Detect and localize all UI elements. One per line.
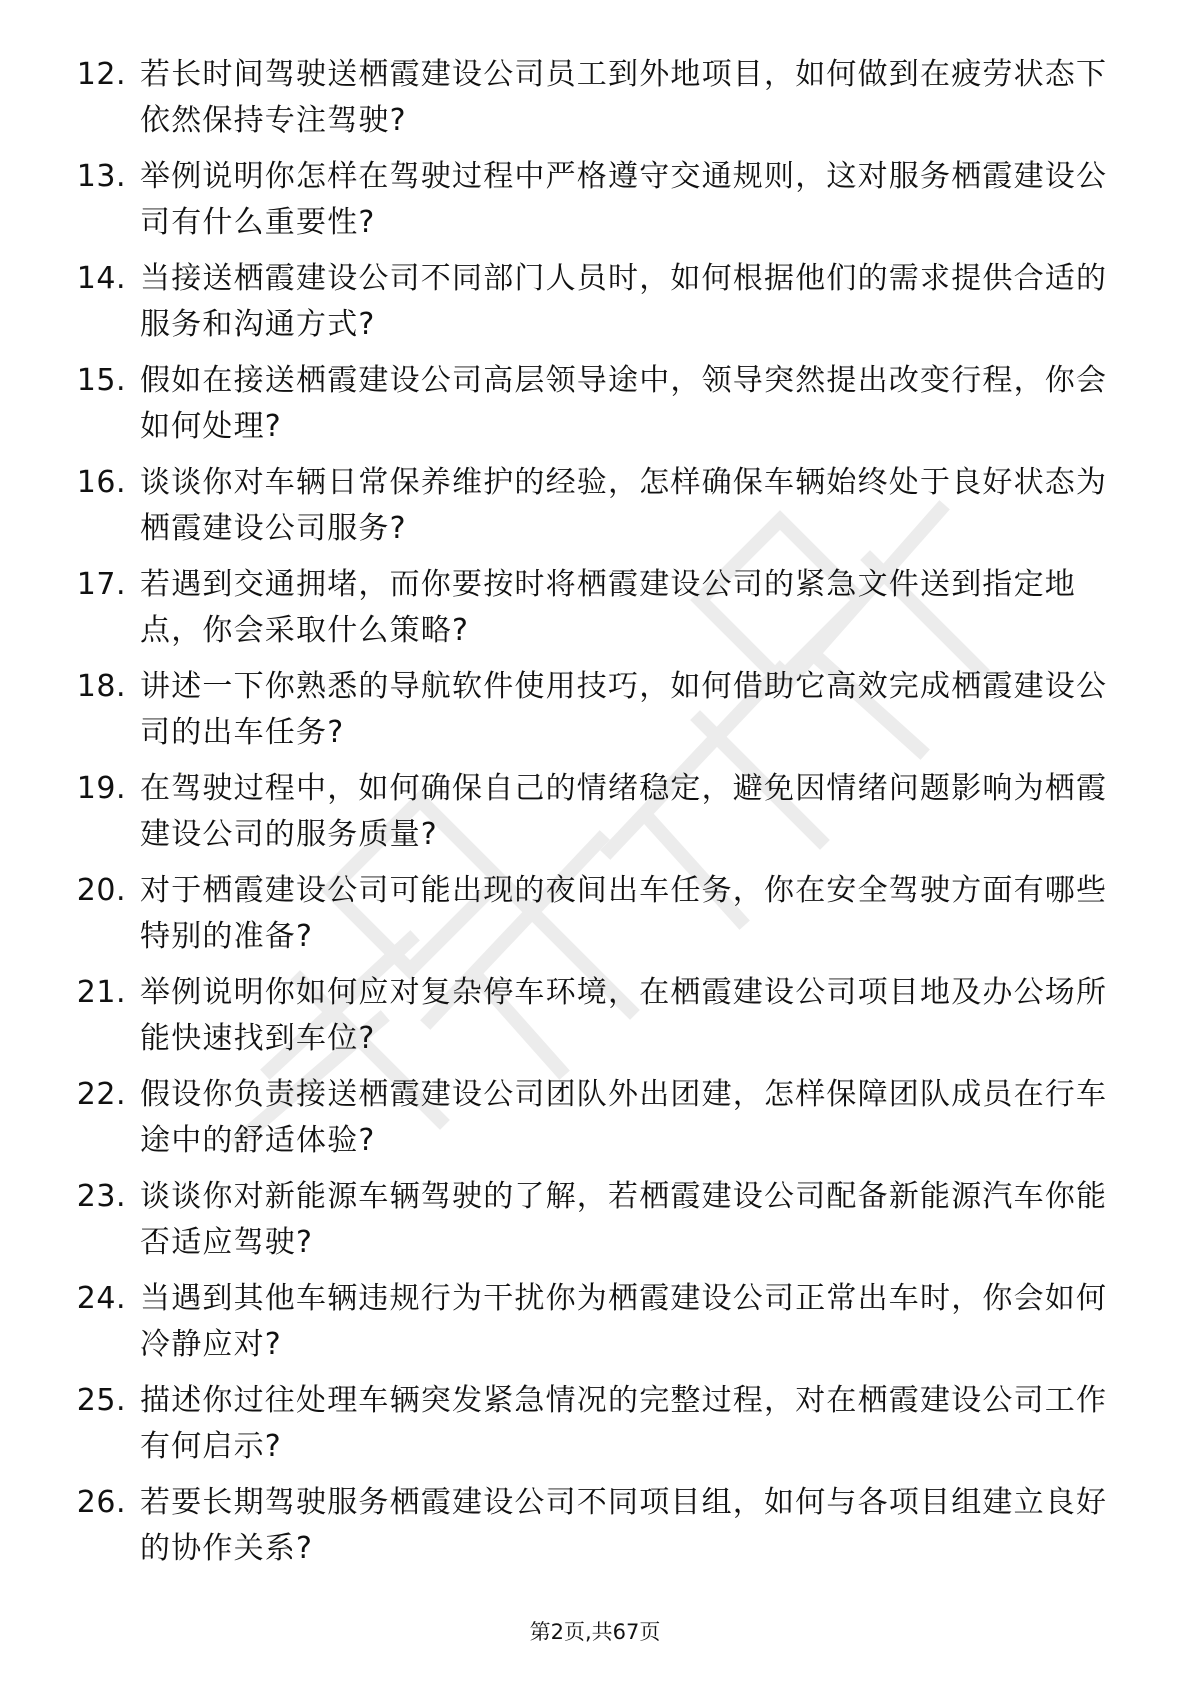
question-item: [60, 256, 1120, 358]
question-text: 若长时间驾驶送栖霞建设公司员工到外地项目，如何做到在疲劳状态下依然保持专注驾驶?: [140, 57, 1108, 138]
question-text: 对于栖霞建设公司可能出现的夜间出车任务，你在安全驾驶方面有哪些特别的准备?: [140, 873, 1108, 954]
question-item: [60, 460, 1120, 562]
question-text: 假如在接送栖霞建设公司高层领导途中，领导突然提出改变行程，你会如何处理?: [140, 363, 1108, 444]
question-item: [60, 1072, 1120, 1174]
question-number: 24.: [76, 1281, 126, 1316]
question-text: 若要长期驾驶服务栖霞建设公司不同项目组，如何与各项目组建立良好的协作关系?: [140, 1485, 1108, 1566]
question-text: 假设你负责接送栖霞建设公司团队外出团建，怎样保障团队成员在行车途中的舒适体验?: [140, 1077, 1108, 1158]
question-text: 举例说明你怎样在驾驶过程中严格遵守交通规则，这对服务栖霞建设公司有什么重要性?: [140, 159, 1108, 240]
question-number: 20.: [76, 873, 126, 908]
question-item: [60, 1378, 1120, 1480]
question-text: 当遇到其他车辆违规行为干扰你为栖霞建设公司正常出车时，你会如何冷静应对?: [140, 1281, 1108, 1362]
question-item: [60, 154, 1120, 256]
question-item: [60, 52, 1120, 154]
question-number: 15.: [76, 363, 126, 398]
question-number: 16.: [76, 465, 126, 500]
question-item: [60, 1276, 1120, 1378]
question-number: 26.: [76, 1485, 126, 1520]
question-text: 在驾驶过程中，如何确保自己的情绪稳定，避免因情绪问题影响为栖霞建设公司的服务质量?: [140, 771, 1108, 852]
question-text: 讲述一下你熟悉的导航软件使用技巧，如何借助它高效完成栖霞建设公司的出车任务?: [140, 669, 1108, 750]
page-number-label: 第2页,共67页: [529, 1620, 661, 1644]
question-text: 若遇到交通拥堵，而你要按时将栖霞建设公司的紧急文件送到指定地点，你会采取什么策略?: [140, 567, 1076, 648]
question-number: 13.: [76, 159, 126, 194]
question-item: [60, 868, 1120, 970]
question-item: [60, 1480, 1120, 1582]
question-item: [60, 766, 1120, 868]
question-item: [60, 664, 1120, 766]
question-text: 举例说明你如何应对复杂停车环境，在栖霞建设公司项目地及办公场所能快速找到车位?: [140, 975, 1108, 1056]
question-item: [60, 358, 1120, 460]
question-text: 谈谈你对新能源车辆驾驶的了解，若栖霞建设公司配备新能源汽车你能否适应驾驶?: [140, 1179, 1108, 1260]
question-number: 23.: [76, 1179, 126, 1214]
question-number: 17.: [76, 567, 126, 602]
question-number: 19.: [76, 771, 126, 806]
question-item: [60, 1174, 1120, 1276]
question-item: [60, 562, 1120, 664]
question-number: 25.: [76, 1383, 126, 1418]
question-number: 18.: [76, 669, 126, 704]
question-number: 14.: [76, 261, 126, 296]
question-number: 12.: [76, 57, 126, 92]
question-list: [60, 52, 1120, 1582]
question-item: [60, 970, 1120, 1072]
question-text: 当接送栖霞建设公司不同部门人员时，如何根据他们的需求提供合适的服务和沟通方式?: [140, 261, 1108, 342]
question-text: 谈谈你对车辆日常保养维护的经验，怎样确保车辆始终处于良好状态为栖霞建设公司服务?: [140, 465, 1108, 546]
page-footer: [0, 1619, 1190, 1645]
question-text: 描述你过往处理车辆突发紧急情况的完整过程，对在栖霞建设公司工作有何启示?: [140, 1383, 1108, 1464]
question-number: 21.: [76, 975, 126, 1010]
question-number: 22.: [76, 1077, 126, 1112]
